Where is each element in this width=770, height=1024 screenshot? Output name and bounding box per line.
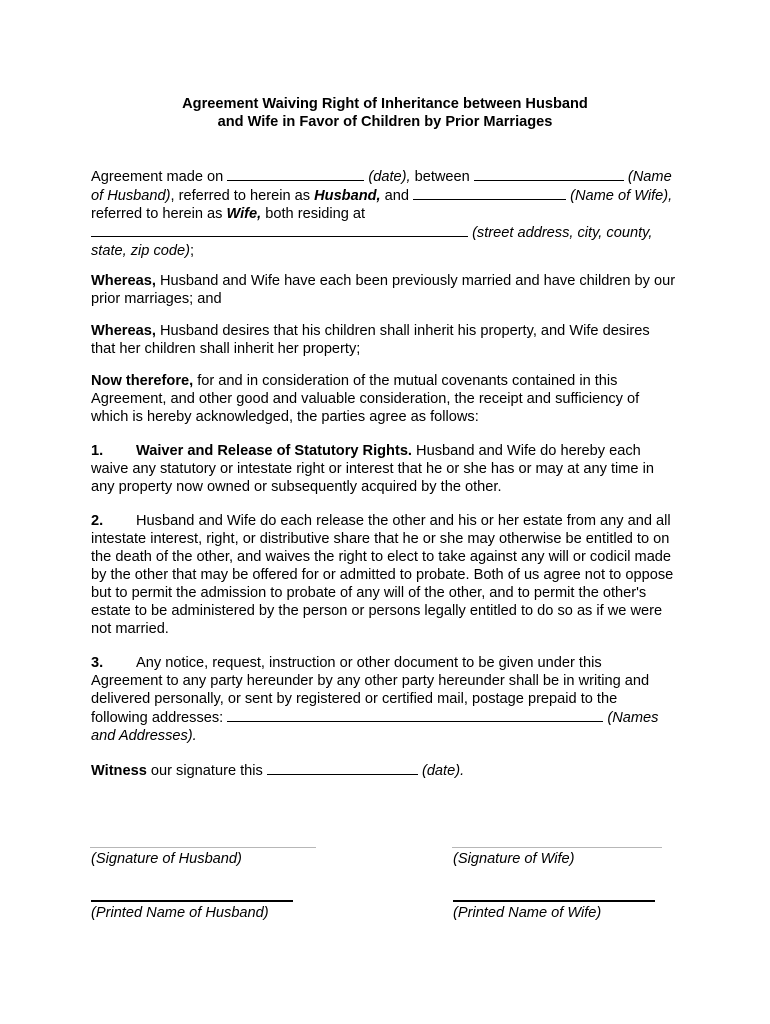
intro-text: and — [380, 188, 414, 204]
witness-date-hint: (date). — [421, 763, 465, 779]
section-number: 2. — [91, 513, 104, 529]
husband-term: Husband, — [314, 188, 381, 204]
addresses-blank — [227, 708, 603, 722]
wife-term: Wife, — [226, 206, 262, 222]
intro-text: , referred to herein as — [170, 188, 315, 204]
intro-text: between — [410, 169, 474, 185]
whereas-paragraph-1 — [91, 272, 676, 308]
intro-text: Agreement made on — [91, 169, 228, 185]
address-blank — [91, 223, 468, 237]
addresses-hint: (Names and Addresses). — [91, 710, 659, 744]
intro-text: ; — [189, 243, 195, 259]
witness-date-blank — [267, 761, 418, 775]
wife-printed-name-label: (Printed Name of Wife) — [453, 905, 602, 921]
section-text: Any notice, request, instruction or other document to be given under this Agreement to any party hereunder by any other party hereunder shall be in writing and delivered personally, or sent by registered or certified mail, postage prepaid to the following addresses: — [91, 655, 650, 726]
now-therefore-paragraph — [91, 372, 676, 426]
section-2 — [91, 512, 676, 638]
title-line-2: and Wife in Favor of Children by Prior Marriages — [217, 114, 553, 130]
section-heading: Waiver and Release of Statutory Rights. — [136, 443, 412, 459]
section-number: 1. — [91, 443, 104, 459]
document-title — [0, 95, 770, 131]
witness-paragraph — [91, 761, 676, 780]
wife-name-blank — [413, 186, 566, 200]
husband-signature-label: (Signature of Husband) — [91, 851, 242, 867]
intro-text: both residing at — [261, 206, 366, 222]
now-therefore-lead: Now therefore, — [91, 373, 194, 389]
husband-printed-name-label: (Printed Name of Husband) — [91, 905, 269, 921]
whereas-text: Husband desires that his children shall inherit his property, and Wife desires that her children shall inherit her property; — [91, 323, 650, 357]
title-line-1: Agreement Waiving Right of Inheritance between Husband — [182, 96, 588, 112]
now-therefore-text: for and in consideration of the mutual covenants contained in this Agreement, and other good and valuable consideration, the receipt and sufficiency of which is hereby acknowledged, the parties agree as follows: — [91, 373, 640, 425]
section-number: 3. — [91, 655, 104, 671]
intro-text: referred to herein as — [91, 206, 227, 222]
husband-name-blank — [474, 167, 624, 181]
whereas-lead: Whereas, — [91, 323, 156, 339]
whereas-lead: Whereas, — [91, 273, 156, 289]
husband-name-hint: (Name of Husband) — [91, 169, 672, 204]
husband-printed-name-line — [91, 900, 293, 902]
husband-signature-line — [90, 847, 316, 848]
intro-paragraph — [91, 167, 676, 260]
wife-signature-line — [452, 847, 662, 848]
address-hint: (street address, city, county, state, zip code) — [91, 225, 653, 259]
wife-printed-name-line — [453, 900, 655, 902]
date-blank — [227, 167, 364, 181]
whereas-text: Husband and Wife have each been previously married and have children by our prior marriages; and — [91, 273, 676, 307]
section-text: Husband and Wife do hereby each waive any statutory or intestate right or interest that he or she has or may at any time in any property now owned or subsequently acquired by the other. — [91, 443, 654, 495]
date-hint: (date), — [368, 169, 411, 185]
section-text: Husband and Wife do each release the other and his or her estate from any and all intestate interest, right, or distributive share that he or she may otherwise be entitled to on the death of the other, and waives the right to elect to take against any will or codicil made by the other that may be offered for or admitted to probate. Both of us agree not to oppose but to permit the admission to probate of any will of the other, and to permit the other's estate to be administered by the person or persons legally entitled to do so as if we were not married. — [91, 513, 674, 637]
document-body — [91, 167, 676, 794]
whereas-paragraph-2 — [91, 322, 676, 358]
section-1 — [91, 442, 676, 496]
witness-text: our signature this — [146, 763, 267, 779]
witness-lead: Witness — [91, 763, 147, 779]
section-3 — [91, 654, 676, 745]
wife-signature-label: (Signature of Wife) — [453, 851, 575, 867]
wife-name-hint: (Name of Wife), — [570, 188, 673, 204]
